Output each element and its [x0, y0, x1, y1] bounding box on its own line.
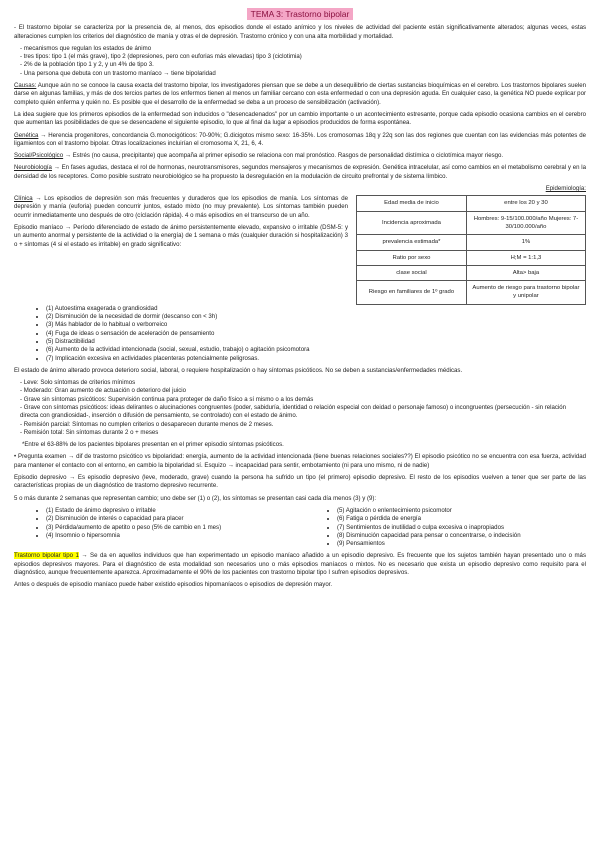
list-item: - Moderado: Gran aumento de actuación o deterioro del juicio [20, 387, 186, 395]
list-item: • (3) Más hablador de lo habitual o verborreico [46, 321, 586, 329]
list-item: • (4) Insomnio o hipersomnia [46, 532, 295, 540]
list-item: • (4) Fuga de ideas o sensación de aceleración de pensamiento [46, 330, 586, 338]
table-row [357, 211, 586, 235]
episodio-depresivo-paragraph: Episodio depresivo → Es episodio depresivo (leve, moderado, grave) cuando la persona ha sufrido un tipo (el primero) episodio depresivo. El resto de los episodios vuelven a tener que ser parte de las características propias de un diagnóstico de trastorno depresivo recurrente. [14, 474, 586, 490]
tipo1-after-paragraph: Antes o después de episodio maníaco puede haber existido episodios hipomaníacos o episodios de depresión mayor. [14, 581, 333, 589]
table-cell-value: Hombres: 9-15/100.000/año Mujeres: 7-30/100.000/año [466, 211, 585, 235]
table-cell-key: Ratio por sexo [357, 250, 467, 265]
table-cell-key: clase social [357, 265, 467, 280]
clinica-section [14, 185, 586, 305]
list-item: • (7) Sentimientos de inutilidad o culpa excesiva o inapropiados [337, 524, 586, 532]
table-cell-key: Incidencia aproximada [357, 211, 467, 235]
clinica-paragraph [14, 195, 348, 220]
social-label: Social/Psicológico [14, 152, 64, 160]
table-cell-key: Edad media de inicio [357, 196, 467, 211]
list-item: - mecanismos que regulan los estados de ánimo [20, 44, 152, 52]
epidemiologia-table [356, 195, 586, 304]
list-item: • (2) Disminución de interés o capacidad para placer [46, 515, 295, 523]
causas-paragraph [14, 82, 586, 107]
table-cell-value: 1% [466, 235, 585, 250]
sintomas-maniacos-list [14, 305, 586, 363]
table-cell-value: Aumento de riesgo para trastorno bipolar y unipolar [466, 281, 585, 305]
list-item: • (5) Agitación o enlentecimiento psicomotor [337, 507, 586, 515]
tipo1-text: → Se da en aquellos individuos que han experimentado un episodio maníaco añadido a un episodio depresivo. Es frecuente que los sujetos también hayan presentado uno o más episodios depresivos mayores. Para el diagnóstico de esta modalidad son necesarios uno o más episodios maníacos o mixtos. No es necesario que exista un episodio depresivo como requisito para el diagnóstico, aunque frecuentemente aparezca. Aproximadamente el 90% de los pacientes con trastorno bipolar tipo I sufren episodios depresivos. [14, 552, 586, 577]
list-item: - 2% de la población tipo 1 y 2, y un 4% de tipo 3. [20, 61, 154, 69]
list-item: • (1) Autoestima exagerada o grandiosidad [46, 305, 586, 313]
table-cell-value: entre los 20 y 30 [466, 196, 585, 211]
social-paragraph [14, 152, 586, 160]
social-text: → Estrés (no causa, precipitante) que acompaña al primer episodio se relaciona con mal pronóstico. Rasgos de personalidad distímica o ciclotímica mayor riesgo. [63, 152, 504, 160]
table-row [357, 196, 586, 211]
page-title: TEMA 3: Trastorno bipolar [247, 8, 354, 20]
neuro-text: → En fases agudas, destaca el rol de hormonas, neurotransmisores, segundos mensajeros y mecanismos de expresión. Genética intracelular, así como cambios en el metabolismo cerebral y en la densidad de los receptores. Como posible sustrato neurobiológico se ha propuesto la desregulación en la modulación de circuito prefrontal y de sistema límbico. [14, 164, 586, 180]
intro-list [14, 45, 586, 78]
neuro-label: Neurobiología [14, 164, 52, 172]
list-item: - Una persona que debuta con un trastorno maníaco → tiene bipolaridad [20, 69, 216, 77]
estado-paragraph: El estado de ánimo alterado provoca deterioro social, laboral, o requiere hospitalización o hay síntomas psicóticos. No se deben a sustancias/enfermedades médicas. [14, 366, 463, 374]
sintomas-depresivos-left [14, 507, 295, 548]
title-bar [14, 10, 586, 20]
table-cell-key: prevalencia estimada* [357, 235, 467, 250]
list-item: • (5) Distractibilidad [46, 338, 586, 346]
causas-text: Aunque aún no se conoce la causa exacta del trastorno bipolar, los investigadores piensan que se debe a un desequilibrio de ciertas sustancias bioquímicas en el cerebro. Los trastornos bipolares suelen darse en algunas familias, y más de dos tercios partes de los enfermos tienen al menos un familiar cercano con esta enfermedad o con una depresión aguda. En cualquier caso, la genética NO puede explicar por completo quién enferma y quién no. Es posible que el desarrollo de la enfermedad se deba a un proceso de sensibilización (activación). [14, 82, 586, 106]
list-item: • (7) Implicación excesiva en actividades placenteras potencialmente peligrosas. [46, 355, 586, 363]
list-item: • (2) Disminución de la necesidad de dormir (descanso con < 3h) [46, 313, 586, 321]
list-item: • (6) Fatiga o pérdida de energía [337, 515, 586, 523]
genetica-paragraph [14, 132, 586, 149]
neuro-paragraph [14, 164, 586, 181]
tipo1-paragraph [14, 552, 586, 577]
list-item: - Grave con síntomas psicóticos: ideas delirantes o alucinaciones congruentes (poder, sabiduría, identidad o relación especial con deidad o personaje famoso) o incongruentes (persecución - sin relación directa con grandiosidad-, inserción o difusión de pensamiento, se controlado) con el estado de ánimo. [20, 403, 567, 420]
list-item: - Grave sin síntomas psicóticos: Supervisión continua para proteger de daño físico a sí mismo o a los demás [20, 395, 314, 403]
list-item: - Remisión parcial: Síntomas no cumplen criterios o desaparecen durante menos de 2 meses. [20, 420, 274, 428]
pregunta-paragraph: • Pregunta examen → dif de trastorno psicótico vs bipolaridad: energía, aumento de la actividad intencionada (tiene buenas relaciones sociales??) El episodio psicótico no se encuentra con esa fuerza, actividad para mantener el contacto con el entorno, en cambio la bipolaridad sí. Esquizo → incapacidad para sentir, embotamiento (ni para uno mismo, ni de nadie) [14, 453, 586, 469]
intro-paragraph: - El trastorno bipolar se caracteriza por la presencia de, al menos, dos episodios donde el estado anímico y los niveles de actividad del paciente están significativamente alterados; algunas veces, estas alteraciones cumplen los criterios del diagnóstico de manía y otras el de depresión. Trastorno crónico y con una alta morbilidad y mortalidad. [14, 24, 586, 40]
sintomas-depresivos-intro: 5 o más durante 2 semanas que representan cambio; uno debe ser (1) o (2), los síntomas se presentan casi cada día menos (3) y (9): [14, 494, 377, 502]
table-cell-value: Alta> baja [466, 265, 585, 280]
genetica-label: Genética [14, 131, 39, 139]
epidemiologia-block [356, 185, 586, 305]
list-item: • (9) Pensamientos [337, 540, 586, 548]
table-row [357, 250, 586, 265]
clinica-label: Clínica [14, 195, 33, 203]
table-cell-value: H;M = 1:1,3 [466, 250, 585, 265]
clinica-column [14, 185, 348, 305]
table-cell-key: Riesgo en familiares de 1º grado [357, 281, 467, 305]
tipo1-label: Trastorno bipolar tipo 1 [14, 552, 79, 560]
list-item: • (6) Aumento de la actividad intencionada (social, sexual, estudio, trabajo) o agitación psicomotora [46, 346, 586, 354]
genetica-text: → Herencia progenitores, concordancia G.monocigóticos: 70-90%; G.dicigotos mismo sexo: 16-35%. Los cromosomas 18q y 22q son las dos regiones que cuentan con las evidencias más potentes de ligamientos con el trastorno bipolar. Otras localizaciones incluirían el cromosoma X, 21, 6, 4. [14, 131, 586, 147]
table-row [357, 235, 586, 250]
list-item: • (8) Disminución capacidad para pensar o concentrarse, o indecisión [337, 532, 586, 540]
sintomas-depresivos [14, 507, 586, 552]
list-item: - tres tipos: tipo 1 (el más grave), tipo 2 (depresiones, pero con euforias más elevadas) tipo 3 (ciclotimia) [20, 53, 302, 61]
table-row [357, 281, 586, 305]
clinica-text: → Los episodios de depresión son más frecuentes y duraderos que los episodios de manía. Los síntomas de depresión y manía (euforia) pueden concurrir juntos, estado mixto (no muy prevalente). Los síntomas también pueden ocurrir inmediatamente uno después de otro (cíclación rápida). 4 o más episodios en el transcurso de un año. [14, 195, 348, 219]
episodio-maniaco-paragraph: Episodio maníaco → Período diferenciado de estado de ánimo persistentemente elevado, expansivo o irritable (DSM-5: y un aumento anormal y persistente de la actividad o la energía) de 1 semana o más (cualquier duración si hospitalización) 3 o + síntomas (4 si el estado es irritable) en grado significativo: [14, 223, 348, 248]
list-item: • (1) Estado de ánimo depresivo o irritable [46, 507, 295, 515]
causas-label: Causas: [14, 82, 37, 90]
list-item: - Leve: Solo síntomas de criterios mínimos [20, 379, 136, 387]
nota-paragraph: *Entre el 63-88% de los pacientes bipolares presentan en el primer episodio síntomas psicóticos. [22, 441, 284, 449]
severidad-list [14, 379, 586, 437]
table-row [357, 265, 586, 280]
epidemiologia-caption: Epidemiología: [545, 185, 586, 193]
idea-paragraph: La idea sugiere que los primeros episodios de la enfermedad son inducidos o "desencadenados" por un cambio importante o un acontecimiento estresante, porque cada episodio ocasiona cambios en el cerebro que aumentan las posibilidades de que se desencadene el siguiente episodio, lo que al final da lugar a episodios producidos de forma espontánea. [14, 110, 586, 127]
list-item: - Remisión total: Sin síntomas durante 2 o + meses [20, 428, 159, 436]
list-item: • (3) Pérdida/aumento de apetito o peso (5% de cambio en 1 mes) [46, 524, 295, 532]
sintomas-depresivos-right [305, 507, 586, 548]
document-page [14, 10, 586, 594]
